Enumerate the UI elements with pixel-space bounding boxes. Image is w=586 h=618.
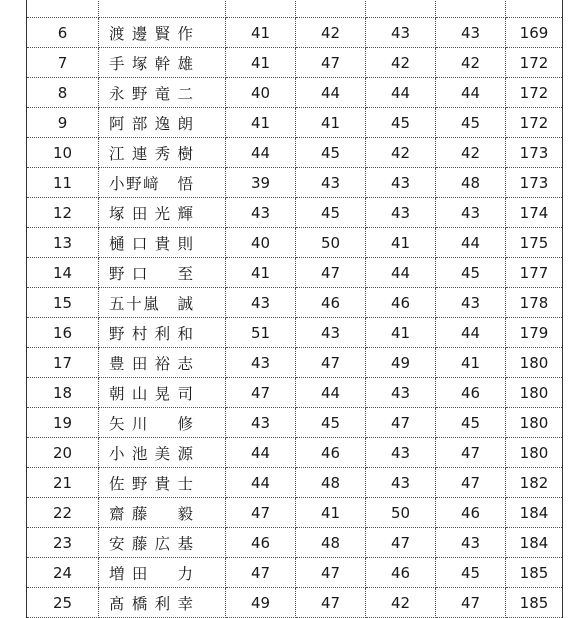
total-cell: 180 [506,348,563,378]
player-name: 樋口貴則 [109,234,193,253]
total-cell: 172 [506,48,563,78]
score-table-body [27,0,563,618]
table-row [27,408,563,438]
score-cell-2: 42 [296,18,366,48]
player-name-cell [99,318,226,348]
total-cell: 178 [506,288,563,318]
score-cell-4: 42 [436,48,506,78]
player-name: 齋藤 毅 [109,504,193,523]
total-cell: 172 [506,108,563,138]
player-name: 手塚幹雄 [109,54,193,73]
table-row [27,168,563,198]
score-cell-3: 43 [366,438,436,468]
score-cell-4: 48 [436,168,506,198]
rank-cell: 12 [27,198,99,228]
score-cell-1: 44 [226,138,296,168]
score-cell-4: 46 [436,498,506,528]
rank-cell: 9 [27,108,99,138]
score-table [26,0,563,618]
score-cell-2: 47 [296,258,366,288]
player-name: 塚田光輝 [109,204,193,223]
table-row [27,318,563,348]
score-cell-3 [366,0,436,18]
score-cell-4: 41 [436,348,506,378]
player-name-cell [99,198,226,228]
table-row [27,438,563,468]
score-cell-1: 43 [226,408,296,438]
score-cell-3: 43 [366,378,436,408]
score-cell-2: 45 [296,138,366,168]
score-cell-3: 44 [366,258,436,288]
total-cell: 173 [506,138,563,168]
score-cell-2: 45 [296,408,366,438]
score-cell-3: 49 [366,348,436,378]
player-name-cell [99,528,226,558]
table-row [27,468,563,498]
total-cell: 179 [506,318,563,348]
score-cell-4: 45 [436,108,506,138]
total-cell: 182 [506,468,563,498]
total-cell: 184 [506,528,563,558]
score-cell-2: 43 [296,168,366,198]
player-name: 阿部逸朗 [109,114,193,133]
score-cell-1: 43 [226,348,296,378]
score-cell-4: 44 [436,318,506,348]
score-cell-1 [226,0,296,18]
rank-cell: 19 [27,408,99,438]
total-cell: 177 [506,258,563,288]
score-cell-1: 44 [226,468,296,498]
total-cell: 180 [506,378,563,408]
rank-cell: 14 [27,258,99,288]
score-cell-1: 46 [226,528,296,558]
score-cell-1: 47 [226,558,296,588]
score-cell-4 [436,0,506,18]
table-row [27,78,563,108]
player-name-cell [99,168,226,198]
score-cell-3: 43 [366,468,436,498]
rank-cell: 22 [27,498,99,528]
player-name: 江連秀樹 [109,144,193,163]
total-cell: 172 [506,78,563,108]
player-name: 野口 至 [109,264,193,283]
score-cell-3: 43 [366,198,436,228]
score-cell-1: 41 [226,48,296,78]
player-name-cell [99,348,226,378]
score-cell-4: 44 [436,228,506,258]
rank-cell: 7 [27,48,99,78]
table-row [27,348,563,378]
rank-cell: 25 [27,588,99,618]
score-cell-3: 42 [366,48,436,78]
score-cell-1: 39 [226,168,296,198]
score-cell-4: 43 [436,18,506,48]
score-cell-3: 50 [366,498,436,528]
score-cell-1: 44 [226,438,296,468]
player-name: 小野﨑 悟 [109,174,193,193]
score-cell-2: 48 [296,528,366,558]
total-cell: 175 [506,228,563,258]
score-cell-3: 42 [366,588,436,618]
score-cell-1: 51 [226,318,296,348]
player-name-cell [99,18,226,48]
rank-cell: 13 [27,228,99,258]
player-name-cell [99,0,226,18]
score-cell-3: 42 [366,138,436,168]
rank-cell: 20 [27,438,99,468]
player-name-cell [99,468,226,498]
score-cell-2: 44 [296,378,366,408]
score-cell-2: 43 [296,318,366,348]
table-row [27,18,563,48]
score-cell-2: 47 [296,348,366,378]
score-sheet [26,0,562,618]
player-name-cell [99,378,226,408]
table-row [27,378,563,408]
score-cell-2: 41 [296,108,366,138]
score-cell-4: 45 [436,408,506,438]
total-cell: 185 [506,588,563,618]
table-row [27,198,563,228]
total-cell: 184 [506,498,563,528]
table-row [27,0,563,18]
score-cell-1: 47 [226,498,296,528]
player-name-cell [99,288,226,318]
score-cell-3: 47 [366,528,436,558]
score-cell-2: 41 [296,498,366,528]
score-cell-3: 43 [366,18,436,48]
score-cell-4: 42 [436,138,506,168]
score-cell-2: 44 [296,78,366,108]
player-name: 五十嵐 誠 [109,294,193,313]
table-row [27,558,563,588]
score-cell-2 [296,0,366,18]
rank-cell: 17 [27,348,99,378]
score-cell-4: 43 [436,198,506,228]
score-cell-2: 48 [296,468,366,498]
score-cell-4: 47 [436,468,506,498]
table-row [27,138,563,168]
table-row [27,228,563,258]
table-row [27,498,563,528]
total-cell: 173 [506,168,563,198]
score-cell-1: 40 [226,228,296,258]
score-cell-4: 43 [436,528,506,558]
table-row [27,528,563,558]
player-name-cell [99,108,226,138]
player-name: 佐野貴士 [109,474,193,493]
score-cell-1: 43 [226,288,296,318]
rank-cell: 11 [27,168,99,198]
score-cell-2: 50 [296,228,366,258]
score-cell-4: 47 [436,588,506,618]
table-row [27,288,563,318]
score-cell-4: 45 [436,558,506,588]
player-name-cell [99,498,226,528]
player-name: 小池美源 [109,444,193,463]
score-cell-3: 41 [366,228,436,258]
score-cell-2: 47 [296,588,366,618]
player-name: 髙橋利幸 [109,594,193,613]
table-row [27,588,563,618]
player-name: 朝山晃司 [109,384,193,403]
player-name-cell [99,588,226,618]
table-row [27,258,563,288]
total-cell [506,0,563,18]
score-cell-4: 45 [436,258,506,288]
player-name: 増田 力 [109,564,193,583]
score-cell-1: 41 [226,108,296,138]
rank-cell: 21 [27,468,99,498]
score-cell-4: 44 [436,78,506,108]
player-name: 安藤広基 [109,534,193,553]
player-name-cell [99,438,226,468]
score-cell-2: 45 [296,198,366,228]
player-name: 豊田裕志 [109,354,193,373]
player-name: 渡邊賢作 [109,24,193,43]
total-cell: 174 [506,198,563,228]
player-name-cell [99,48,226,78]
rank-cell: 24 [27,558,99,588]
score-cell-1: 41 [226,258,296,288]
player-name-cell [99,78,226,108]
rank-cell: 18 [27,378,99,408]
score-cell-3: 45 [366,108,436,138]
player-name-cell [99,558,226,588]
player-name: 矢川 修 [109,414,193,433]
player-name: 野村利和 [109,324,193,343]
score-cell-1: 41 [226,18,296,48]
score-cell-1: 40 [226,78,296,108]
score-cell-3: 46 [366,558,436,588]
table-row [27,48,563,78]
rank-cell: 10 [27,138,99,168]
score-cell-2: 47 [296,558,366,588]
rank-cell: 15 [27,288,99,318]
table-row [27,108,563,138]
score-cell-4: 47 [436,438,506,468]
player-name-cell [99,408,226,438]
player-name-cell [99,138,226,168]
total-cell: 180 [506,408,563,438]
score-cell-1: 43 [226,198,296,228]
score-cell-1: 47 [226,378,296,408]
score-cell-3: 41 [366,318,436,348]
score-cell-3: 46 [366,288,436,318]
score-cell-3: 44 [366,78,436,108]
rank-cell: 6 [27,18,99,48]
rank-cell [27,0,99,18]
score-cell-4: 46 [436,378,506,408]
rank-cell: 8 [27,78,99,108]
total-cell: 185 [506,558,563,588]
score-cell-2: 46 [296,288,366,318]
score-cell-4: 43 [436,288,506,318]
score-cell-2: 46 [296,438,366,468]
score-cell-2: 47 [296,48,366,78]
player-name-cell [99,258,226,288]
score-cell-1: 49 [226,588,296,618]
player-name: 永野竜二 [109,84,193,103]
player-name-cell [99,228,226,258]
rank-cell: 23 [27,528,99,558]
score-cell-3: 43 [366,168,436,198]
rank-cell: 16 [27,318,99,348]
score-cell-3: 47 [366,408,436,438]
total-cell: 169 [506,18,563,48]
total-cell: 180 [506,438,563,468]
